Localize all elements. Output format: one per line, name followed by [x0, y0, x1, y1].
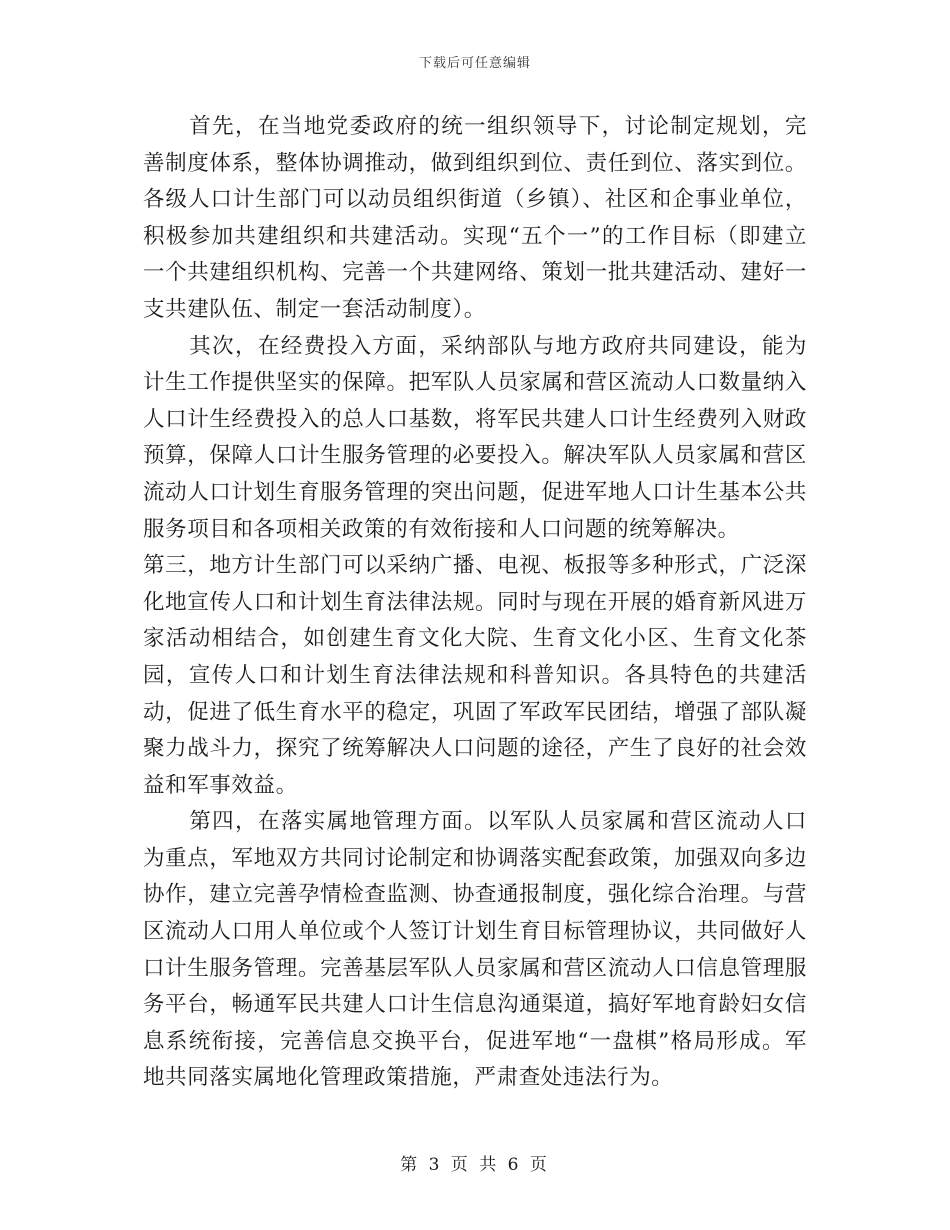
- paragraph-fourth: 第四，在落实属地管理方面。以军队人员家属和营区流动人口为重点，军地双方共同讨论制定和协调落实配套政策，加强双向多边协作，建立完善孕情检查监测、协查通报制度，强化综合治理。与营区流动人口用人单位或个人签订计划生育目标管理协议，共同做好人口计生服务管理。完善基层军队人员家属和营区流动人口信息管理服务平台，畅通军民共建人口计生信息沟通渠道，搞好军地育龄妇女信息系统衔接，完善信息交换平台，促进军地“一盘棋”格局形成。军地共同落实属地化管理政策措施，严肃查处违法行为。: [143, 809, 807, 1091]
- paragraph-first: 首先，在当地党委政府的统一组织领导下，讨论制定规划，完善制度体系，整体协调推动，做到组织到位、责任到位、落实到位。各级人口计生部门可以动员组织街道（乡镇）、社区和企事业单位，积极参加共建组织和共建活动。实现“五个一”的工作目标（即建立一个共建组织机构、完善一个共建网络、策划一批共建活动、建好一支共建队伍、制定一套活动制度）。: [143, 114, 807, 322]
- page-header: 下载后可任意编辑: [418, 56, 531, 71]
- paragraph-third: 第三，地方计生部门可以采纳广播、电视、板报等多种形式，广泛深化地宣传人口和计划生育法律法规。同时与现在开展的婚育新风进万家活动相结合，如创建生育文化大院、生育文化小区、生育文化茶园，宣传人口和计划生育法律法规和科普知识。各具特色的共建活动，促进了低生育水平的稳定，巩固了军政军民团结，增强了部队凝聚力战斗力，探究了统筹解决人口问题的途径，产生了良好的社会效益和军事效益。: [143, 553, 807, 798]
- paragraph-second: 其次，在经费投入方面，采纳部队与地方政府共同建设，能为计生工作提供坚实的保障。把军队人员家属和营区流动人口数量纳入人口计生经费投入的总人口基数，将军民共建人口计生经费列入财政预算，保障人口计生服务管理的必要投入。解决军队人员家属和营区流动人口计划生育服务管理的突出问题，促进军地人口计生基本公共服务项目和各项相关政策的有效衔接和人口问题的统筹解决。: [143, 333, 807, 542]
- page-number-footer: 第 3 页 共 6 页: [400, 1155, 550, 1175]
- document-body: [143, 109, 807, 1097]
